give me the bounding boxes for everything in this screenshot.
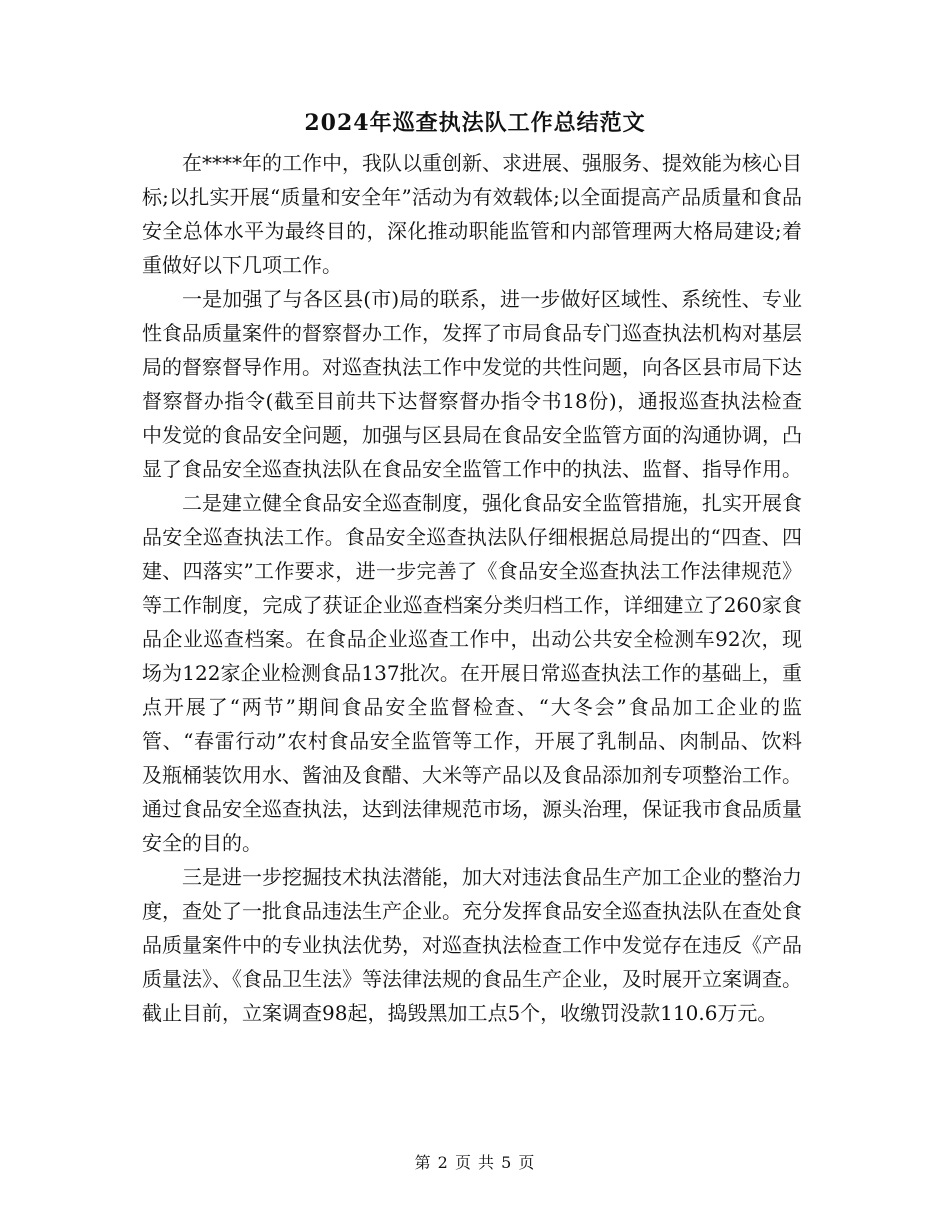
page-number-footer: 第 2 页 共 5 页 — [414, 1153, 536, 1172]
paragraph-two: 二是建立健全食品安全巡查制度，强化食品安全监管措施，扎实开展食品安全巡查执法工作。食品安全巡查执法队仔细根据总局提出的“四查、四建、四落实”工作要求，进一步完善了《食品安全巡查执法工作法律规范》等工作制度，完成了获证企业巡查档案分类归档工作，详细建立了260家食品企业巡查档案。在食品企业巡查工作中，出动公共安全检测车92次，现场为122家企业检测食品137批次。在开展日常巡查执法工作的基础上，重点开展了“两节”期间食品安全监督检查、“大冬会”食品加工企业的监管、“春雷行动”农村食品安全监管等工作，开展了乳制品、肉制品、饮料及瓶桶装饮用水、酱油及食醋、大米等产品以及食品添加剂专项整治工作。通过食品安全巡查执法，达到法律规范市场，源头治理，保证我市食品质量安全的目的。 — [142, 491, 802, 855]
paragraph-intro: 在****年的工作中，我队以重创新、求进展、强服务、提效能为核心目标;以扎实开展“质量和安全年”活动为有效载体;以全面提高产品质量和食品安全总体水平为最终目的，深化推动职能监管和内部管理两大格局建设;着重做好以下几项工作。 — [142, 151, 802, 277]
paragraph-one: 一是加强了与各区县(市)局的联系，进一步做好区域性、系统性、专业性食品质量案件的督察督办工作，发挥了市局食品专门巡查执法机构对基层局的督察督导作用。对巡查执法工作中发觉的共性问题，向各区县市局下达督察督办指令(截至目前共下达督察督办指令书18份)，通报巡查执法检查中发觉的食品安全问题，加强与区县局在食品安全监管方面的沟通协调，凸显了食品安全巡查执法队在食品安全监管工作中的执法、监督、指导作用。 — [142, 287, 802, 481]
paragraph-three: 三是进一步挖掘技术执法潜能，加大对违法食品生产加工企业的整治力度，查处了一批食品违法生产企业。充分发挥食品安全巡查执法队在查处食品质量案件中的专业执法优势，对巡查执法检查工作中发觉存在违反《产品质量法》、《食品卫生法》等法律法规的食品生产企业，及时展开立案调查。截止目前，立案调查98起，捣毁黑加工点5个，收缴罚没款110.6万元。 — [142, 865, 802, 1025]
document-title: 2024年巡查执法队工作总结范文 — [304, 110, 646, 136]
document-body — [142, 146, 802, 1030]
